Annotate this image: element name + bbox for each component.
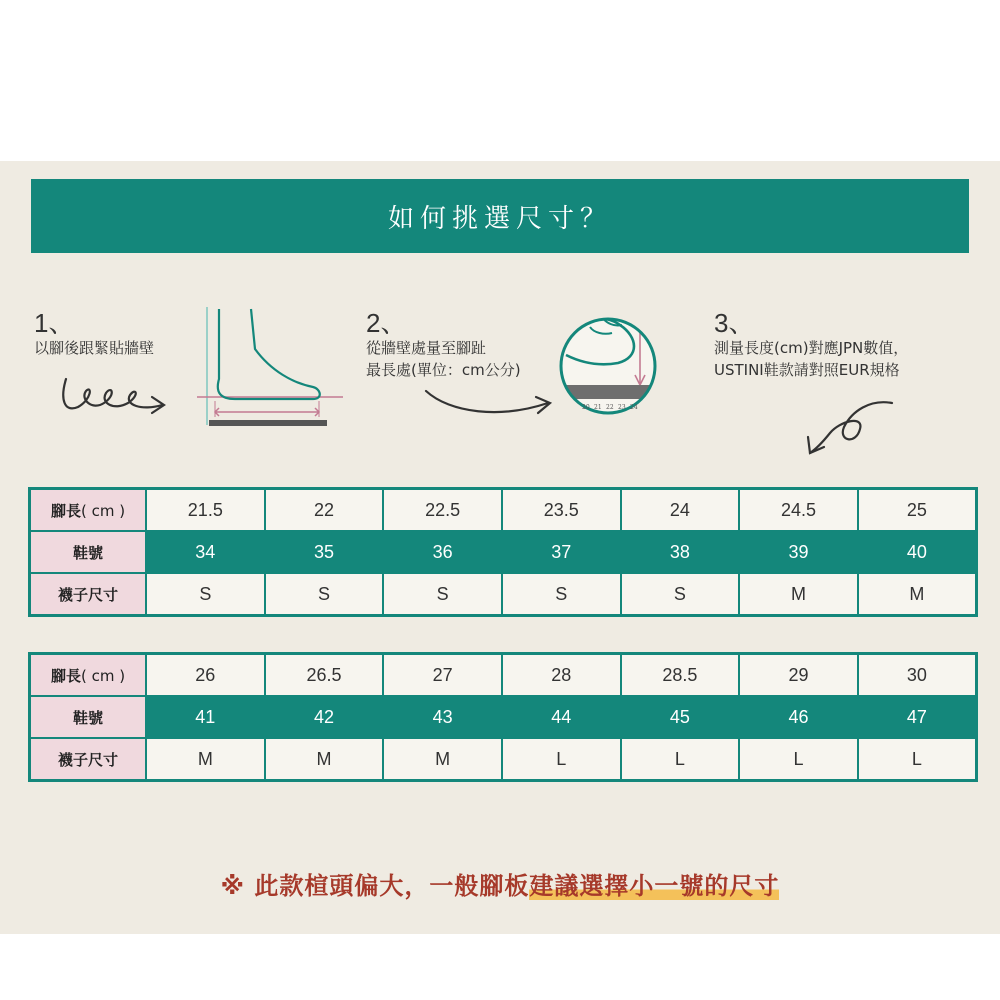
foot-length-cell: 25	[858, 489, 977, 532]
sock-size-cell: S	[383, 573, 502, 616]
size-table-2	[28, 652, 978, 782]
shoe-size-header: 鞋號	[30, 696, 147, 738]
shoe-size-cell: 46	[739, 696, 858, 738]
step-1	[34, 309, 154, 359]
sock-size-cell: L	[858, 738, 977, 781]
foot-length-row	[30, 654, 977, 697]
shoe-size-cell: 41	[146, 696, 265, 738]
ruler-tick-label: 21	[594, 404, 602, 411]
foot-length-cell: 22	[265, 489, 384, 532]
shoe-size-cell: 37	[502, 531, 621, 573]
sock-size-cell: L	[739, 738, 858, 781]
sock-size-cell: M	[739, 573, 858, 616]
sizing-note-highlight: 建議選擇小一號的尺寸	[529, 872, 780, 900]
shoe-size-row	[30, 696, 977, 738]
step-2-text: 從牆壁處量至腳趾 最長處(單位：cm公分)	[366, 339, 521, 379]
foot-length-cell: 24.5	[739, 489, 858, 532]
shoe-size-cell: 35	[265, 531, 384, 573]
foot-length-cell: 26.5	[265, 654, 384, 697]
foot-length-cell: 29	[739, 654, 858, 697]
step-2-number: 2、	[366, 308, 407, 338]
shoe-size-cell: 43	[383, 696, 502, 738]
sock-size-cell: M	[265, 738, 384, 781]
ruler-tick-label: 23	[618, 404, 626, 411]
sizing-note-prefix: ※ 此款楦頭偏大，一般腳板	[220, 872, 530, 900]
sock-size-row	[30, 573, 977, 616]
sock-size-cell: L	[502, 738, 621, 781]
sock-size-cell: M	[858, 573, 977, 616]
shoe-size-cell: 34	[146, 531, 265, 573]
foot-length-row	[30, 489, 977, 532]
step-1-text: 以腳後跟緊貼牆壁	[34, 339, 155, 357]
sock-size-cell: S	[621, 573, 740, 616]
shoe-size-cell: 36	[383, 531, 502, 573]
shoe-size-cell: 47	[858, 696, 977, 738]
shoe-size-cell: 45	[621, 696, 740, 738]
guide-title: 如何挑選尺寸？	[387, 203, 612, 234]
sock-size-header: 襪子尺寸	[30, 573, 147, 616]
shoe-size-cell: 38	[621, 531, 740, 573]
step-3	[714, 309, 908, 381]
shoe-size-header: 鞋號	[30, 531, 147, 573]
sock-size-cell: L	[621, 738, 740, 781]
foot-length-cell: 26	[146, 654, 265, 697]
foot-length-cell: 23.5	[502, 489, 621, 532]
shoe-size-cell: 42	[265, 696, 384, 738]
sock-size-cell: S	[265, 573, 384, 616]
foot-length-cell: 22.5	[383, 489, 502, 532]
guide-title-banner	[31, 179, 969, 253]
foot-length-cell: 30	[858, 654, 977, 697]
sock-size-cell: M	[146, 738, 265, 781]
shoe-size-row	[30, 531, 977, 573]
foot-length-cell: 28	[502, 654, 621, 697]
ruler-tick-label: 22	[606, 404, 614, 411]
shoe-size-cell: 39	[739, 531, 858, 573]
step-3-text: 測量長度(cm)對應JPN數值， USTINI鞋款請對照EUR規格	[714, 339, 909, 379]
shoe-size-cell: 40	[858, 531, 977, 573]
ruler-tick-label: 20	[582, 404, 590, 411]
foot-length-cell: 24	[621, 489, 740, 532]
step-1-number: 1、	[34, 308, 75, 338]
sock-size-cell: M	[383, 738, 502, 781]
foot-length-cell: 28.5	[621, 654, 740, 697]
sock-size-cell: S	[502, 573, 621, 616]
toe-measurement-icon	[556, 303, 660, 429]
sock-size-row	[30, 738, 977, 781]
foot-length-header: 腳長( cm )	[30, 489, 147, 532]
loop-arrow-icon	[58, 369, 178, 419]
size-guide-panel	[0, 161, 1000, 934]
sock-size-cell: S	[146, 573, 265, 616]
foot-length-header: 腳長( cm )	[30, 654, 147, 697]
shoe-size-cell: 44	[502, 696, 621, 738]
sizing-note	[0, 866, 1000, 901]
step-3-number: 3、	[714, 308, 755, 338]
ruler-tick-label: 24	[630, 404, 638, 411]
squiggle-down-arrow-icon	[800, 397, 900, 457]
sock-size-header: 襪子尺寸	[30, 738, 147, 781]
step-2	[366, 309, 521, 381]
heel-against-wall-icon	[195, 301, 345, 435]
size-table-1	[28, 487, 978, 617]
foot-length-cell: 21.5	[146, 489, 265, 532]
foot-length-cell: 27	[383, 654, 502, 697]
curved-arrow-icon	[420, 383, 560, 425]
